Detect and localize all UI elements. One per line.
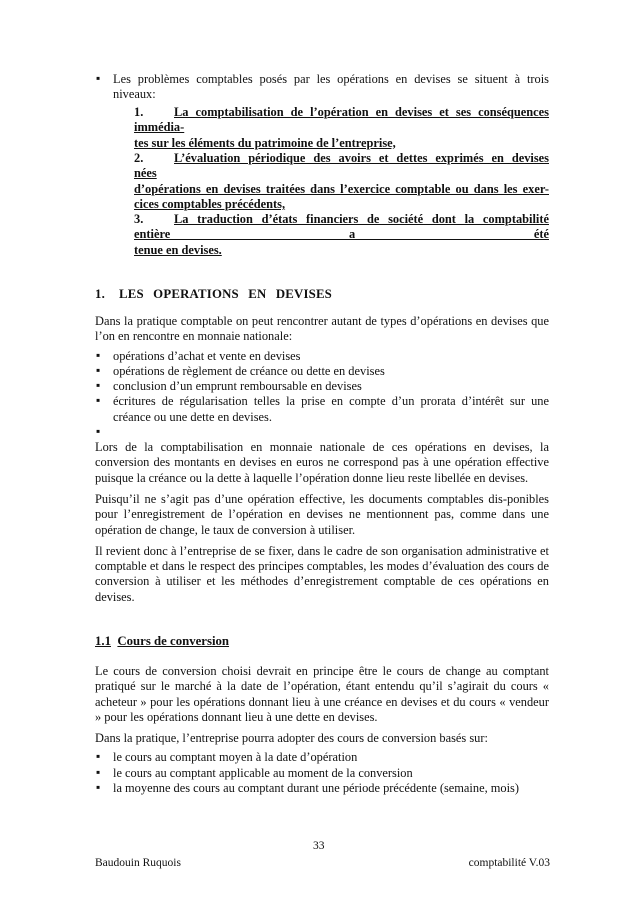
item-line: cices comptables précédents, [134,196,286,211]
intro-item-1 [134,105,549,151]
paragraph: Lors de la comptabilisation en monnaie nationale de ces opérations en devises, la conversion des montants en devises en euros ne correspond pas à une opération effective puisque la créance ou la dette à laquelle l’opération donne lieu reste libellée en devises. [95,440,549,485]
item-line: La traduction d’états financiers de société dont la comptabilité [174,212,549,226]
subsection-number: 1.1 [95,634,111,648]
paragraph: Il revient donc à l’entreprise de se fixer, dans le cadre de son organisation administrative et comptable et dans le respect des principes comptables, les modes d’évaluation des cours de conversion à utiliser et les méthodes d’enregistrement comptable de ces opérations en devises. [95,543,549,604]
section-1-body [95,314,549,611]
item-line: La comptabilisation de l’opération en devises et ses conséquences [174,105,549,119]
item-line: tes sur les éléments du patrimoine de l’entreprise, [134,135,396,150]
item-number: 1. [134,105,144,119]
list-item: ▪ opérations d’achat et vente en devises [95,349,549,364]
paragraph: Dans la pratique, l’entreprise pourra adopter des cours de conversion basés sur: [95,731,488,746]
item-line: L’évaluation périodique des avoirs et dettes exprimés en devises [174,151,549,165]
section-number: 1. [95,287,105,301]
list-item: ▪ opérations de règlement de créance ou dette en devises [95,364,549,379]
item-line: d’opérations en devises traitées dans l’exercice comptable ou dans les exer- [134,181,549,196]
list-item-empty [95,425,549,440]
item-line: entière a été [134,227,549,242]
list-item: ▪ le cours au comptant applicable au moment de la conversion [95,766,549,781]
footer-author: Baudouin Ruquois [95,857,181,869]
section-title: LES OPERATIONS EN DEVISES [119,287,332,301]
list-item: ▪ la moyenne des cours au comptant durant une période précédente (semaine, mois) [95,781,549,796]
section-1-heading [95,287,332,302]
section-1-1-heading [95,634,229,649]
intro-bullet-text: ▪ Les problèmes comptables posés par les opérations en devises se situent à trois niveaux: [95,72,549,103]
subsection-title: Cours de conversion [117,634,230,648]
section-1-intro: Dans la pratique comptable on peut rencontrer autant de types d’opérations en devises que l’on en rencontre en monnaie nationale: [95,314,549,344]
intro-bullet [95,72,549,103]
footer-doc-version: comptabilité V.03 [468,857,550,869]
item-line: nées [134,166,157,181]
list-item: ▪ écritures de régularisation telles la prise en compte d’un prorata d’intérêt sur une créance ou une dette en devises. [95,394,549,425]
section-1-1-body [95,664,549,796]
item-number: 3. [134,212,144,226]
paragraph: Puisqu’il ne s’agit pas d’une opération effective, les documents comptables dis-ponibles pour l’enregistrement de l’opération en devises ne mentionnent pas, comme dans une opération de change, le taux de conversion à utiliser. [95,491,549,537]
paragraph: Le cours de conversion choisi devrait en principe être le cours de change au comptant pratiqué sur le marché à la date de l’opération, étant entendu qu’il s’agirait du cours « acheteur » pour les opérations donnant lieu à une créance en devises et du cours « vendeur » pour les opérations donnant lieu à une dette en devises. [95,664,549,724]
item-line: tenue en devises. [134,242,222,257]
intro-item-2 [134,151,549,212]
list-item: ▪ le cours au comptant moyen à la date d’opération [95,750,549,765]
intro-item-3 [134,212,549,258]
page-number: 33 [313,840,325,852]
item-number: 2. [134,151,144,165]
item-line: immédia- [134,120,185,135]
list-item: ▪ conclusion d’un emprunt remboursable en devises [95,379,549,394]
